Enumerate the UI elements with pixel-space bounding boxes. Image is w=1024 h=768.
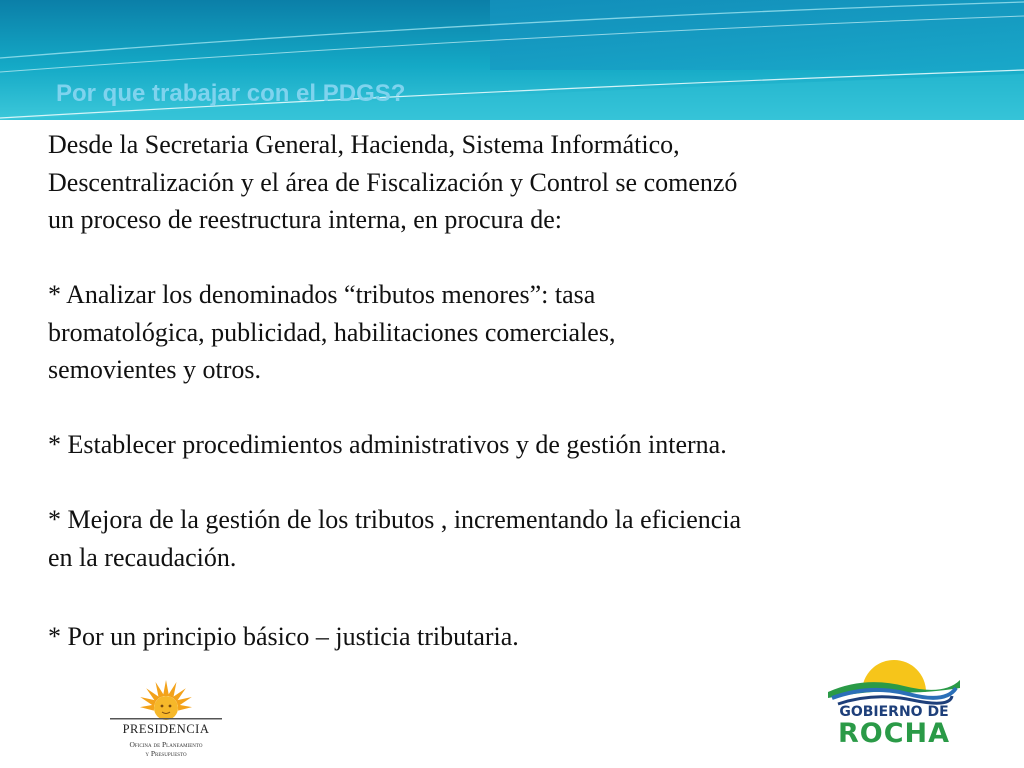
slide-title: Por que trabajar con el PDGS? [56,80,406,107]
spacer [48,239,968,277]
intro-line-3: un proceso de reestructura interna, en procura de: [48,205,562,234]
bullet-2-line-1: * Establecer procedimientos administrativos y de gestión interna. [48,430,727,459]
presidencia-logo [104,678,228,762]
presidencia-name: PRESIDENCIA [122,722,210,736]
bullet-3-line-2: en la recaudación. [48,542,237,572]
spacer [48,576,968,618]
slide-body [48,126,968,656]
bullet-1-line-1: * Analizar los denominados “tributos menores”: tasa [48,280,596,309]
bullet-3-line-1: * Mejora de la gestión de los tributos , incrementando la eficiencia [48,505,742,534]
rocha-logo-line-1: GOBIERNO DE [839,704,949,720]
sun-icon [104,678,228,722]
rocha-logo-line-2: ROCHA [837,718,951,749]
intro-line-1: Desde la Secretaria General, Hacienda, Sistema Informático, [48,130,680,159]
intro-line-2: Descentralización y el área de Fiscalización y Control se comenzó [48,167,738,197]
bullet-1-line-2: bromatológica, publicidad, habilitaciones comerciales, [48,317,616,347]
gobierno-de-rocha-logo [824,652,964,752]
presidencia-subtitle-2: y Presupuesto [145,749,187,758]
spacer [48,464,968,502]
presidencia-subtitle-1: Oficina de Planeamiento [129,740,203,749]
spacer [48,389,968,427]
bullet-1-line-3: semovientes y otros. [48,355,262,384]
sun-waves-icon [824,652,964,706]
bullet-4-line-1: * Por un principio básico – justicia tributaria. [48,622,519,651]
